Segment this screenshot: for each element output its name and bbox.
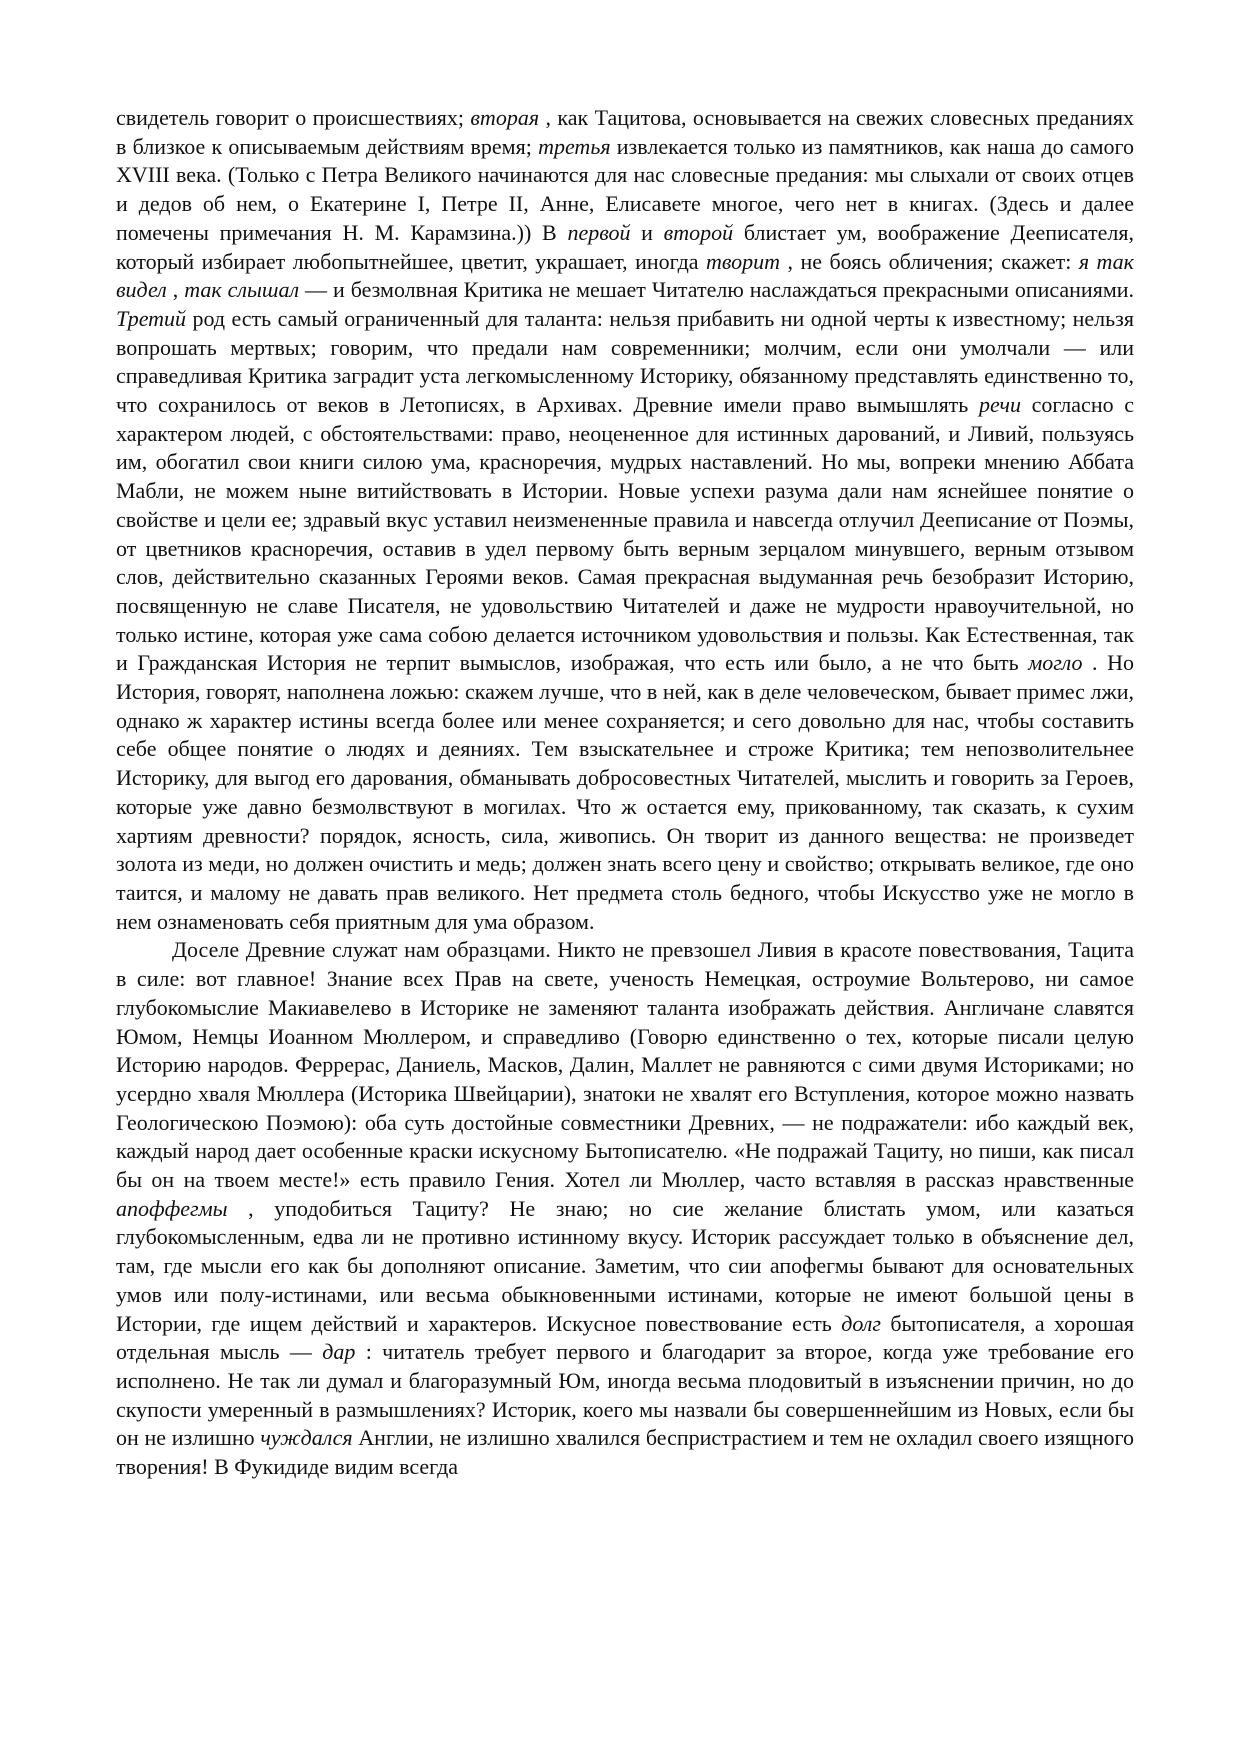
italic-term: творит: [706, 248, 781, 274]
italic-term: третья: [538, 133, 611, 159]
italic-term: долг: [841, 1310, 881, 1336]
text-run: свидетель говорит о происшествиях;: [116, 105, 471, 130]
text-run: , уподобиться Тациту? Не знаю; но сие желание блистать умом, или казаться глубокомысленным, едва ли не противно истинному вкусу. Историк рассуждает только в объяснение дел, там, где мысли его как бы дополняют описание. Заметим, что сии апофегмы бывают для основательных умов или полу-истинами, или весьма обыкновенными истинами, которые не имеют большой цены в Истории, где ищем действий и характеров. Искусное повествование есть: [116, 1195, 1134, 1336]
text-run: — и безмолвная Критика не мешает Читателю наслаждаться прекрасными описаниями.: [299, 277, 1135, 303]
text-run: согласно с характером людей, с обстоятельствами: право, неоцененное для истинных дарований, и Ливий, пользуясь им, обогатил свои книги силою ума, красноречия, мудрых наставлений. Но мы, вопреки мнению Аббата Мабли, не можем ныне витийствовать в Истории. Новые успехи разума дали нам яснейшее понятие о свойстве и цели ее; здравый вкус уставил неизмененные правила и навсегда отлучил Дееписание от Поэмы, от цветников красноречия, оставив в удел первому быть верным зерцалом минувшего, верным отзывом слов, действительно сказанных Героями веков. Самая прекрасная выдуманная речь безобразит Историю, посвященную не славе Писателя, не удовольствию Читателей и даже не мудрости нравоучительной, но только истине, которая уже сама собою делается источником удовольствия и пользы. Как Естественная, так и Гражданская История не терпит вымыслов, изображая, что есть или было, а не что быть: [116, 392, 1135, 676]
text-run: . Но История, говорят, наполнена ложью: скажем лучше, что в ней, как в деле человеческом, бывает примес лжи, однако ж характер истины всегда более или менее сохраняется; и сего довольно для нас, чтобы составить себе общее понятие о людях и деяниях. Тем взыскательнее и строже Критика; тем непозволительнее Историку, для выгод его дарования, обманывать добросовестных Читателей, мыслить и говорить за Героев, которые уже давно безмолвствуют в могилах. Что ж остается ему, прикованному, так сказать, к сухим хартиям древности? порядок, ясность, сила, живопись. Он творит из данного вещества: не произведет золота из меди, но должен очистить и медь; должен знать всего цену и свойство; открывать великое, где оно таится, и малому не давать прав великого. Нет предмета столь бедного, чтобы Искусство уже не могло в нем ознаменовать себя приятным для ума образом.: [116, 650, 1135, 934]
text-run: : читатель требует первого и благодарит за второе, когда уже требование его исполнено. Не так ли думал и благоразумный Юм, иногда весьма плодовитый в изъяснении причин, но до скупости умеренный в размышлениях? Историк, коего мы назвали бы совершеннейшим из Новых, если бы он не излишно: [116, 1339, 1134, 1451]
italic-term: вторая: [470, 105, 540, 130]
text-run: род есть самый ограниченный для таланта: нельзя прибавить ни одной черты к известному; нельзя вопрошать мертвых; говорим, что предали нам современники; молчим, если они умолчали — или справедливая Критика заградит уста легкомысленному Историку, обязанному представлять единственно то, что сохранилось от веков в Летописях, в Архивах. Древние имели право вымышлять: [116, 305, 1134, 418]
text-run: , как Тацитова, основывается на свежих словесных преданиях в близкое к описываемым действиям время;: [116, 105, 1135, 159]
text-run: и: [630, 219, 664, 245]
italic-term: чуждался: [260, 1425, 353, 1451]
italic-term: второй: [663, 219, 734, 245]
text-run: бытописателя, а хорошая отдельная мысль —: [116, 1310, 1134, 1365]
italic-term: я так видел: [116, 248, 1134, 303]
italic-term: дар: [322, 1339, 356, 1365]
text-run: Англии, не излишно хвалился беспристрастием и тем не охладил своего изящного творения! В Фукидиде видим всегда: [116, 1425, 1135, 1480]
italic-term: могло: [1028, 650, 1083, 676]
paragraph-1: [116, 104, 1134, 936]
text-run: , не боясь обличения; скажет:: [780, 248, 1079, 274]
text-run: ,: [166, 277, 185, 303]
italic-term: апоффегмы: [116, 1195, 228, 1221]
italic-term: первой: [567, 219, 631, 245]
italic-term: так слышал: [184, 277, 300, 303]
text-run: извлекается только из памятников, как наша до самого XVIII века. (Только с Петра Великого начинаются для нас словесные предания: мы слыхали от своих отцев и дедов об нем, о Екатерине I, Петре II, Анне, Елисавете многое, чего нет в книгах. (Здесь и далее помечены примечания Н. М. Карамзина.)) В: [116, 133, 1134, 245]
italic-term: Третий: [116, 305, 187, 331]
italic-term: речи: [979, 392, 1021, 418]
text-run: Доселе Древние служат нам образцами. Никто не превзошел Ливия в красоте повествования, Тацита в силе: вот главное! Знание всех Прав на свете, ученость Немецкая, остроумие Вольтерово, ни самое глубокомыслие Макиавелево в Историке не заменяют таланта изображать действия. Англичане славятся Юмом, Немцы Иоанном Мюллером, и справедливо (Говорю единственно о тех, которые писали целую Историю народов. Феррерас, Даниель, Масков, Далин, Маллет не равняются с сими двумя Историками; но усердно хваля Мюллера (Историка Швейцарии), знатоки не хвалят его Вступления, которое можно назвать Геологическою Поэмою): оба суть достойные совместники Древних, — не подражатели: ибо каждый век, каждый народ дает особенные краски искусному Бытописателю. «Не подражай Тациту, но пиши, как писал бы он на твоем месте!» есть правило Гения. Хотел ли Мюллер, часто вставляя в рассказ нравственные: [116, 937, 1134, 1193]
text-run: блистает ум, воображение Дееписателя, который избирает любопытнейшее, цветит, украшает, иногда: [116, 219, 1135, 274]
paragraph-2: [116, 936, 1134, 1481]
